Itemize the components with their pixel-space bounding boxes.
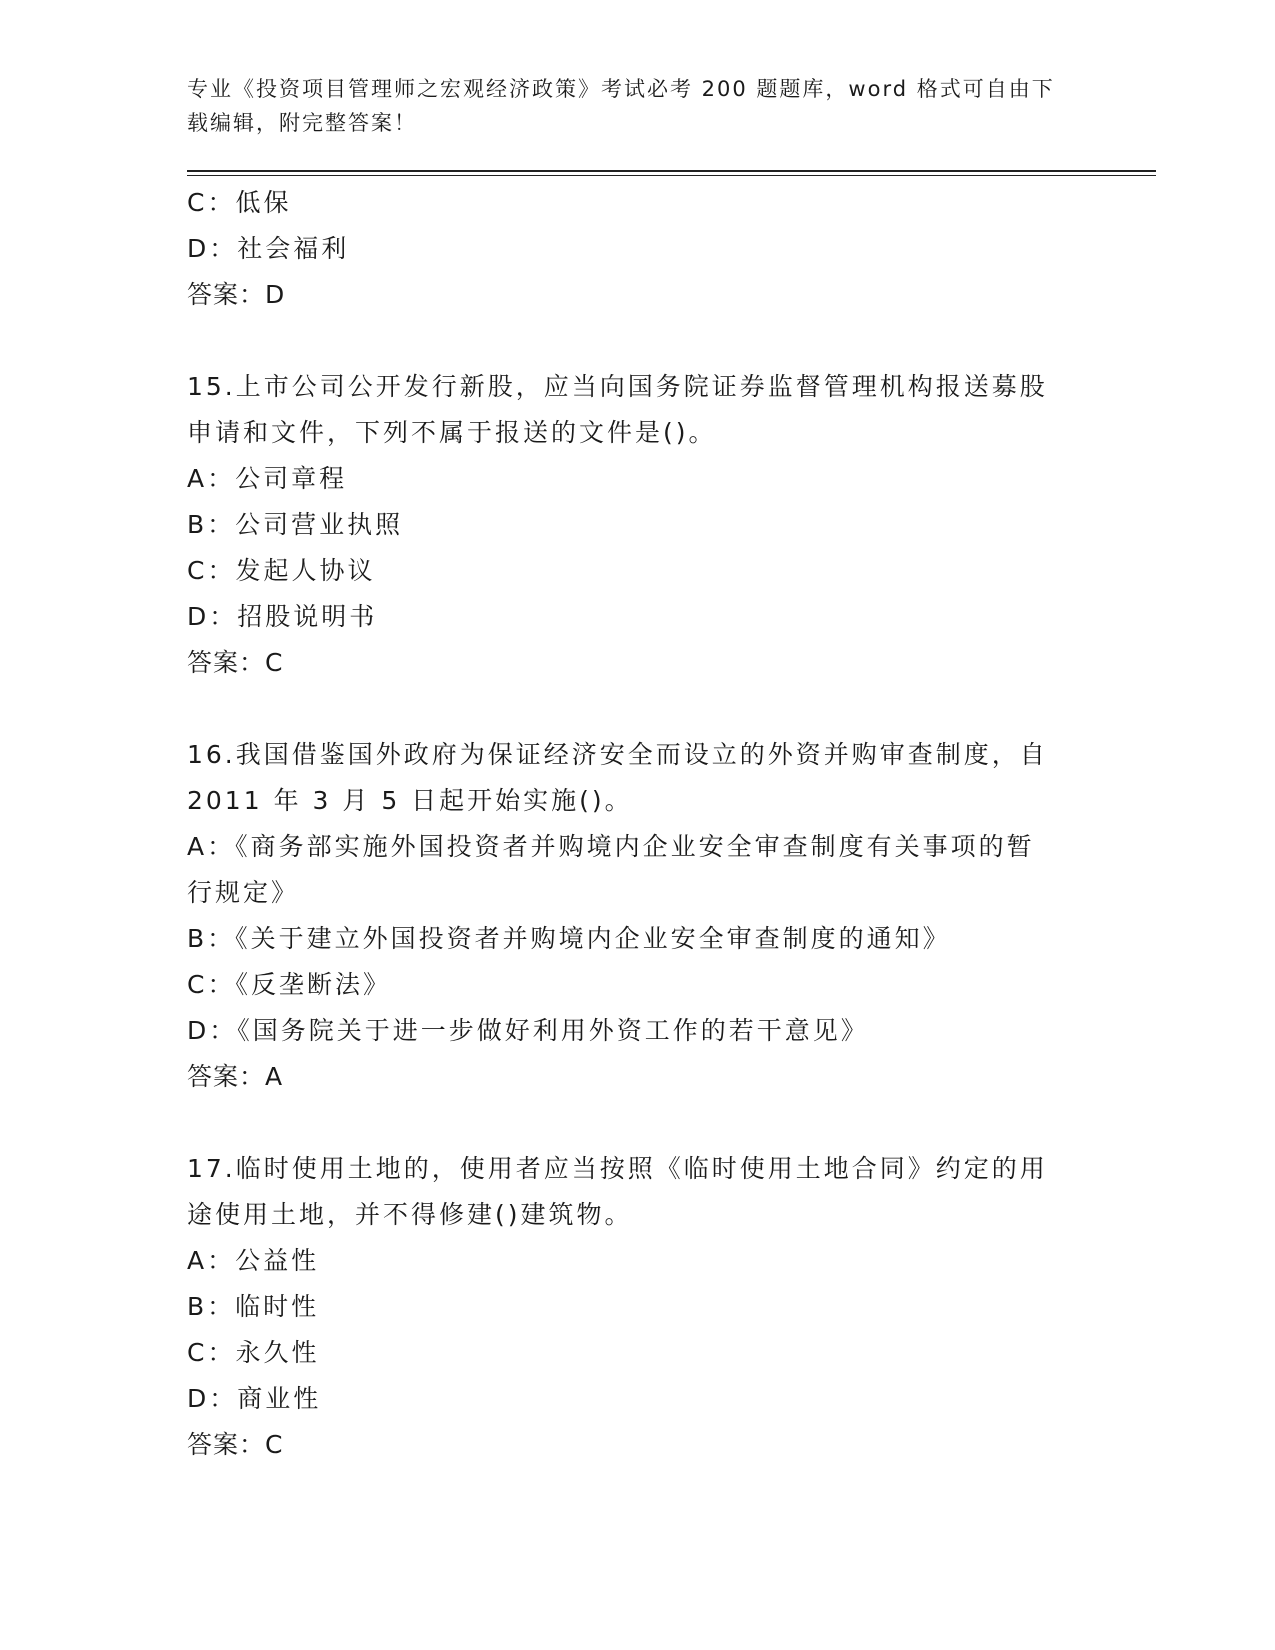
divider-thin-line (187, 175, 1156, 176)
option-c: C：低保 (187, 188, 292, 217)
spacer (187, 1100, 1147, 1146)
option-c: C：《反垄断法》 (187, 970, 391, 999)
question-list (187, 180, 1147, 1468)
option-b: B：公司营业执照 (187, 510, 404, 539)
option-c: C：永久性 (187, 1338, 320, 1367)
spacer (187, 686, 1147, 732)
answer-line: 答案：C (187, 648, 284, 677)
question-stem-line: 途使用土地，并不得修建()建筑物。 (187, 1200, 633, 1229)
option-d: D：《国务院关于进一步做好利用外资工作的若干意见》 (187, 1016, 869, 1045)
question-16 (187, 732, 1147, 1100)
option-a: A：公司章程 (187, 464, 348, 493)
document-header: 专业《投资项目管理师之宏观经济政策》考试必考 200 题题库，word 格式可自由下载编辑，附完整答案！ (187, 77, 1055, 135)
option-d: D：招股说明书 (187, 602, 378, 631)
question-17 (187, 1146, 1147, 1468)
question-stem-line: 16.我国借鉴国外政府为保证经济安全而设立的外资并购审查制度，自 (187, 740, 1048, 769)
question-stem-line: 2011 年 3 月 5 日起开始实施()。 (187, 786, 633, 815)
spacer (187, 318, 1147, 364)
option-c: C：发起人协议 (187, 556, 376, 585)
option-a-continued: 行规定》 (187, 878, 300, 907)
option-d: D：社会福利 (187, 234, 350, 263)
question-15 (187, 364, 1147, 686)
document-page (187, 72, 1147, 1468)
answer-line: 答案：A (187, 1062, 284, 1091)
option-a: A：《商务部实施外国投资者并购境内企业安全审查制度有关事项的暂 (187, 832, 1035, 861)
option-a: A：公益性 (187, 1246, 320, 1275)
question-stem-line: 15.上市公司公开发行新股，应当向国务院证券监督管理机构报送募股 (187, 372, 1048, 401)
option-b: B：临时性 (187, 1292, 320, 1321)
question-stem-line: 申请和文件，下列不属于报送的文件是()。 (187, 418, 717, 447)
answer-line: 答案：D (187, 280, 286, 309)
option-d: D：商业性 (187, 1384, 322, 1413)
option-b: B：《关于建立外国投资者并购境内企业安全审查制度的通知》 (187, 924, 951, 953)
continued-question (187, 180, 1147, 318)
question-stem-line: 17.临时使用土地的，使用者应当按照《临时使用土地合同》约定的用 (187, 1154, 1048, 1183)
header-divider (187, 170, 1156, 176)
divider-thick-line (187, 170, 1156, 172)
answer-line: 答案：C (187, 1430, 284, 1459)
